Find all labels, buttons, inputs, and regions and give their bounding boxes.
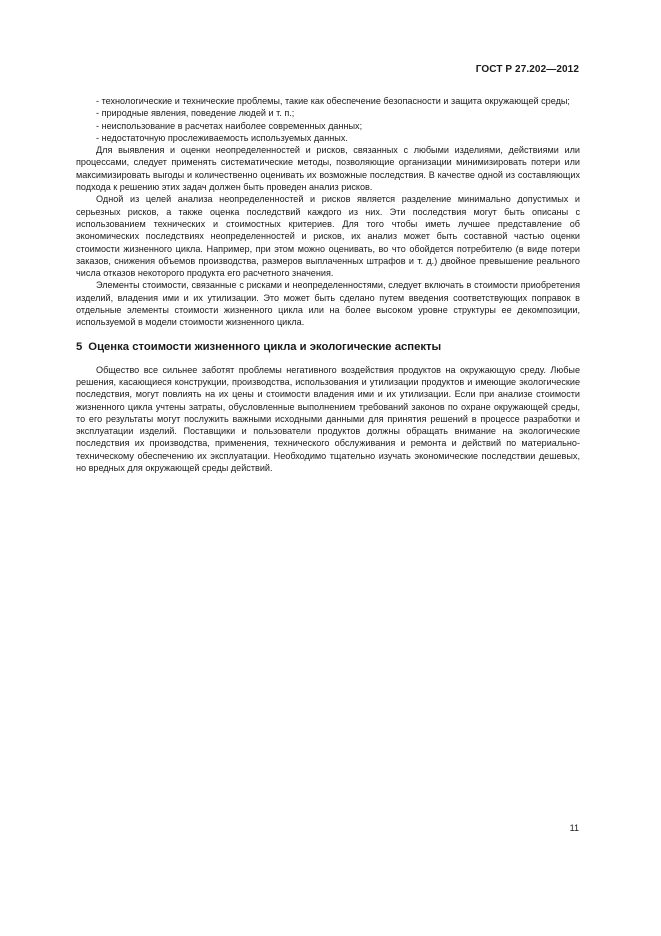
list-item: - технологические и технические проблемы, такие как обеспечение безопасности и защита окружающей среды;	[96, 96, 570, 106]
paragraph: Одной из целей анализа неопределенностей и рисков является разделение минимально допустимых и серьезных рисков, а также оценка последствий каждого из них. Эти последствия могут быть описаны с использованием технических и стоимостных критериев. Для того чтобы иметь лучшее представление об экономических последствиях неопределенностей и рисков, их анализ может быть составной частью оценки стоимости жизненного цикла. Например, при этом можно оценивать, во что обойдется потребителю (в виде потери заказов, снижения объемов производства, размеров выплаченных штрафов и т. д.) двойное превышение реального числа отказов некоторого продукта его расчетного значения.	[76, 194, 580, 279]
paragraph: Для выявления и оценки неопределенностей и рисков, связанных с любыми изделиями, действиями или процессами, следует применять систематические методы, позволяющие организации минимизировать потери или максимизировать выгоды и количественно оценивать их возможные последствия. В качестве одной из составляющих подхода к решению этих задач должен быть проведен анализ рисков.	[76, 145, 580, 193]
paragraph: Общество все сильнее заботят проблемы негативного воздействия продуктов на окружающую среду. Любые решения, касающиеся конструкции, производства, использования и утилизации продуктов и имеющие экологические последствия, могут повлиять на их цены и стоимости владения ими и их утилизации. Если при анализе стоимости жизненного цикла учтены затраты, обусловленные выполнением требований законов по охране окружающей среды, то его результаты могут послужить важными исходными данными для принятия решений в процессе разработки и эксплуатации изделий. Поставщики и пользователи продуктов должны обращать внимание на экологические последствия их производства, применения, технического обслуживания и ремонта и действий по материально-техническому обеспечению их эксплуатации. Необходимо тщательно изучать экономические последствии дешевых, но вредных для окружающей среды действий.	[76, 364, 580, 474]
list-item: - недостаточную прослеживаемость используемых данных.	[96, 132, 348, 143]
list-item: - неиспользование в расчетах наиболее современных данных;	[96, 120, 363, 131]
document-id-header: ГОСТ Р 27.202—2012	[475, 64, 579, 75]
document-body	[76, 95, 580, 474]
list-item: - природные явления, поведение людей и т. п.;	[96, 108, 295, 119]
page-number: 11	[569, 823, 579, 833]
section-title: Оценка стоимости жизненного цикла и экологические аспекты	[88, 340, 442, 353]
paragraph: Элементы стоимости, связанные с рисками и неопределенностями, следует включать в стоимости приобретения изделий, владения ими и их утилизации. Это может быть сделано путем введения соответствующих поправок в отдельные элементы стоимости жизненного цикла или на более высоком уровне структуры ее декомпозиции, используемой в модели стоимости жизненного цикла.	[76, 280, 580, 328]
section-heading	[76, 340, 580, 354]
section-number: 5	[76, 340, 83, 353]
